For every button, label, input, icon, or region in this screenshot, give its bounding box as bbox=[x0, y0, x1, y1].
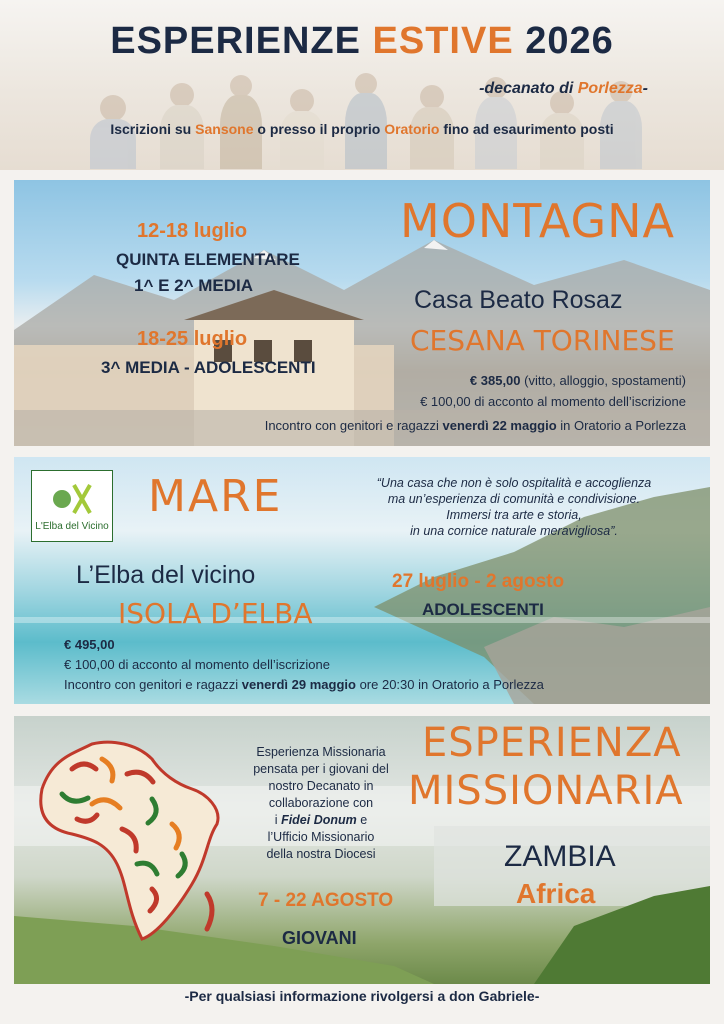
page-title bbox=[0, 20, 724, 63]
subtitle-suffix: - bbox=[642, 80, 648, 97]
montagna-price: € 385,00 bbox=[469, 373, 521, 388]
title-part-3: 2026 bbox=[525, 20, 614, 62]
title-part-1: ESPERIENZE bbox=[110, 20, 361, 62]
mare-house: L’Elba del vicino bbox=[76, 561, 256, 589]
montagna-place: CESANA TORINESE bbox=[410, 324, 675, 357]
missionaria-desc-4: collaborazione con bbox=[268, 796, 374, 810]
missionaria-desc-7: della nostra Diocesi bbox=[266, 847, 376, 861]
missionaria-dates: 7 - 22 AGOSTO bbox=[258, 890, 394, 911]
missionaria-desc-5 bbox=[246, 812, 396, 829]
africa-map-icon bbox=[32, 734, 232, 949]
mare-quote-line-1: “Una casa che non è solo ospitalità e accoglienza bbox=[376, 476, 652, 490]
missionaria-fidei-donum: Fidei Donum bbox=[281, 813, 357, 827]
mare-group: ADOLESCENTI bbox=[422, 600, 544, 619]
montagna-dates-2: 18-25 luglio bbox=[137, 328, 248, 350]
note-text-2: o presso il proprio bbox=[257, 121, 381, 137]
missionaria-title-2: MISSIONARIA bbox=[408, 768, 684, 814]
subtitle-prefix: -decanato di bbox=[479, 80, 574, 97]
missionaria-desc-5a: i bbox=[274, 813, 278, 827]
missionaria-section bbox=[14, 716, 710, 984]
elba-logo-icon bbox=[32, 475, 112, 521]
note-text-1: Iscrizioni su bbox=[110, 121, 192, 137]
mare-meeting-text-1: Incontro con genitori e ragazzi bbox=[64, 677, 239, 692]
montagna-house: Casa Beato Rosaz bbox=[414, 286, 623, 314]
mare-meeting bbox=[64, 677, 544, 692]
note-sansone: Sansone bbox=[195, 121, 254, 137]
montagna-group-1b: 1^ E 2^ MEDIA bbox=[134, 276, 254, 295]
mare-section bbox=[14, 457, 710, 704]
missionaria-desc-1: Esperienza Missionaria bbox=[256, 745, 386, 759]
montagna-meeting-date: venerdì 22 maggio bbox=[442, 418, 557, 433]
elba-logo-text: L'Elba del Vicino bbox=[35, 521, 109, 532]
mare-meeting-date: venerdì 29 maggio bbox=[241, 677, 356, 692]
missionaria-description bbox=[246, 744, 396, 863]
registration-note bbox=[0, 121, 724, 137]
mare-dates: 27 luglio - 2 agosto bbox=[392, 571, 565, 592]
mare-quote-line-3: Immersi tra arte e storia, bbox=[446, 508, 582, 522]
mare-title: MARE bbox=[148, 471, 283, 522]
subtitle-place: Porlezza bbox=[577, 80, 643, 97]
mare-quote-line-4: in una cornice naturale meravigliosa”. bbox=[410, 524, 618, 538]
missionaria-desc-6: l’Ufficio Missionario bbox=[267, 830, 375, 844]
missionaria-desc-5c: e bbox=[360, 813, 368, 827]
montagna-meeting bbox=[265, 418, 686, 433]
mare-deposit: € 100,00 di acconto al momento dell’iscrizione bbox=[64, 657, 330, 672]
title-part-2: ESTIVE bbox=[372, 20, 514, 62]
montagna-meeting-text-2: in Oratorio a Porlezza bbox=[560, 418, 686, 433]
montagna-price-line bbox=[470, 373, 686, 388]
note-oratorio: Oratorio bbox=[384, 121, 440, 137]
montagna-group-1a: QUINTA ELEMENTARE bbox=[116, 250, 300, 269]
elba-logo bbox=[31, 470, 113, 542]
montagna-dates-1: 12-18 luglio bbox=[137, 220, 248, 242]
montagna-meeting-text-1: Incontro con genitori e ragazzi bbox=[264, 418, 439, 433]
missionaria-group: GIOVANI bbox=[282, 928, 357, 948]
mare-place: ISOLA D’ELBA bbox=[118, 597, 313, 630]
subtitle bbox=[479, 80, 648, 98]
missionaria-title-1: ESPERIENZA bbox=[422, 720, 682, 766]
missionaria-country: ZAMBIA bbox=[504, 840, 616, 873]
mare-meeting-text-2: ore 20:30 in Oratorio a Porlezza bbox=[359, 677, 544, 692]
mare-quote-line-2: ma un’esperienza di comunità e condivisione. bbox=[387, 492, 641, 506]
montagna-price-note: (vitto, alloggio, spostamenti) bbox=[524, 373, 686, 388]
missionaria-desc-2: pensata per i giovani del bbox=[253, 762, 389, 776]
missionaria-desc-3: nostro Decanato in bbox=[268, 779, 374, 793]
note-text-3: fino ad esaurimento posti bbox=[443, 121, 614, 137]
montagna-title: MONTAGNA bbox=[400, 194, 676, 248]
mare-price: € 495,00 bbox=[64, 637, 115, 652]
montagna-deposit: € 100,00 di acconto al momento dell’iscrizione bbox=[420, 394, 686, 409]
footer-contact: -Per qualsiasi informazione rivolgersi a don Gabriele- bbox=[184, 988, 540, 1004]
header-banner bbox=[0, 0, 724, 170]
mare-quote bbox=[344, 475, 684, 539]
group-photo bbox=[60, 55, 660, 170]
montagna-section bbox=[14, 180, 710, 446]
montagna-group-2: 3^ MEDIA - ADOLESCENTI bbox=[101, 358, 316, 377]
missionaria-continent: Africa bbox=[516, 878, 596, 909]
